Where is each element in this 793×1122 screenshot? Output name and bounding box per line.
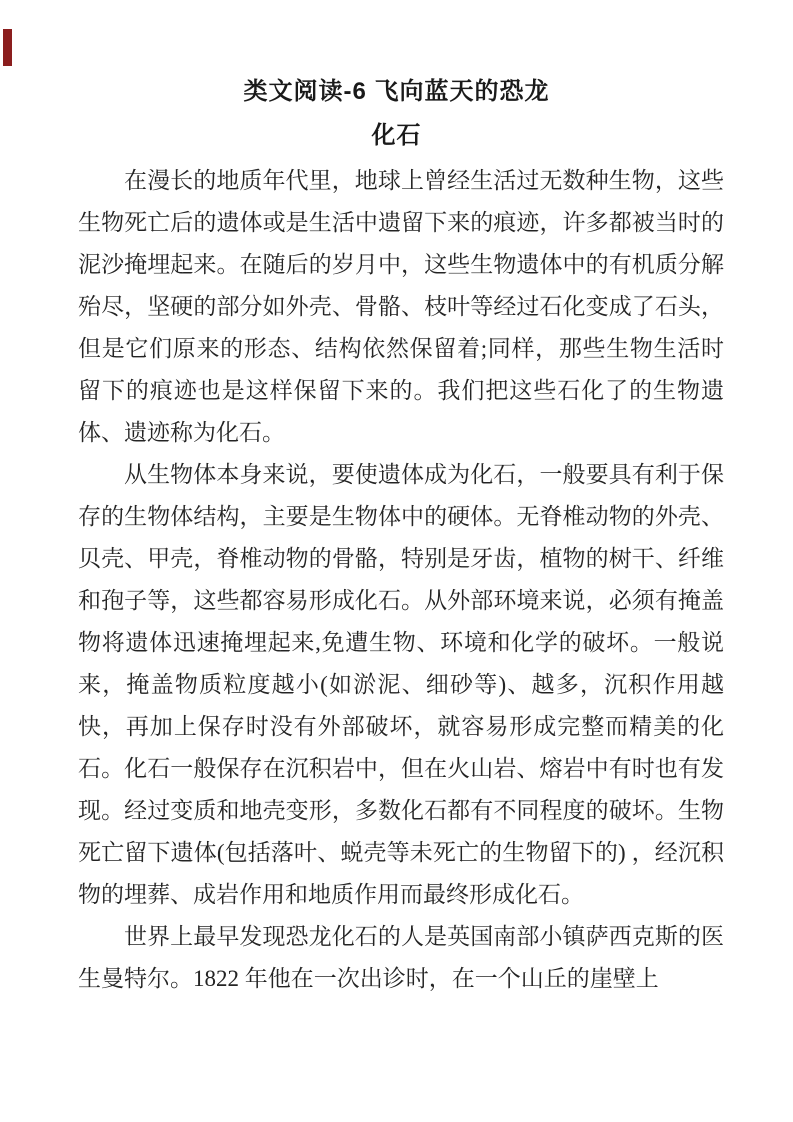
page-title: 类文阅读-6 飞向蓝天的恐龙 (243, 78, 550, 105)
red-marker (3, 29, 12, 66)
paragraph-3: 世界上最早发现恐龙化石的人是英国南部小镇萨西克斯的医生曼特尔。1822 年他在一次出诊时，在一个山丘的崖壁上 (78, 924, 724, 991)
paragraph-2: 从生物体本身来说，要使遗体成为化石，一般要具有利于保存的生物体结构，主要是生物体中的硬体。无脊椎动物的外壳、贝壳、甲壳，脊椎动物的骨骼，特别是牙齿，植物的树干、纤维和孢子等，这些都容易形成化石。从外部环境来说，必须有掩盖物将遗体迅速掩埋起来,免遭生物、环境和化学的破坏。一般说来，掩盖物质粒度越小(如淤泥、细砂等)、越多，沉积作用越快，再加上保存时没有外部破坏，就容易形成完整而精美的化石。化石一般保存在沉积岩中，但在火山岩、熔岩中有时也有发现。经过变质和地壳变形，多数化石都有不同程度的破坏。生物死亡留下遗体(包括落叶、蜕壳等未死亡的生物留下的) ，经沉积物的埋葬、成岩作用和地质作用而最终形成化石。 (78, 462, 724, 907)
page-subtitle: 化石 (371, 122, 422, 149)
body-text (78, 160, 724, 1000)
paragraph-1: 在漫长的地质年代里，地球上曾经生活过无数种生物，这些生物死亡后的遗体或是生活中遗留下来的痕迹，许多都被当时的泥沙掩埋起来。在随后的岁月中，这些生物遗体中的有机质分解殆尽，坚硬的部分如外壳、骨骼、枝叶等经过石化变成了石头，但是它们原来的形态、结构依然保留着;同样，那些生物生活时留下的痕迹也是这样保留下来的。我们把这些石化了的生物遗体、遗迹称为化石。 (78, 168, 724, 445)
